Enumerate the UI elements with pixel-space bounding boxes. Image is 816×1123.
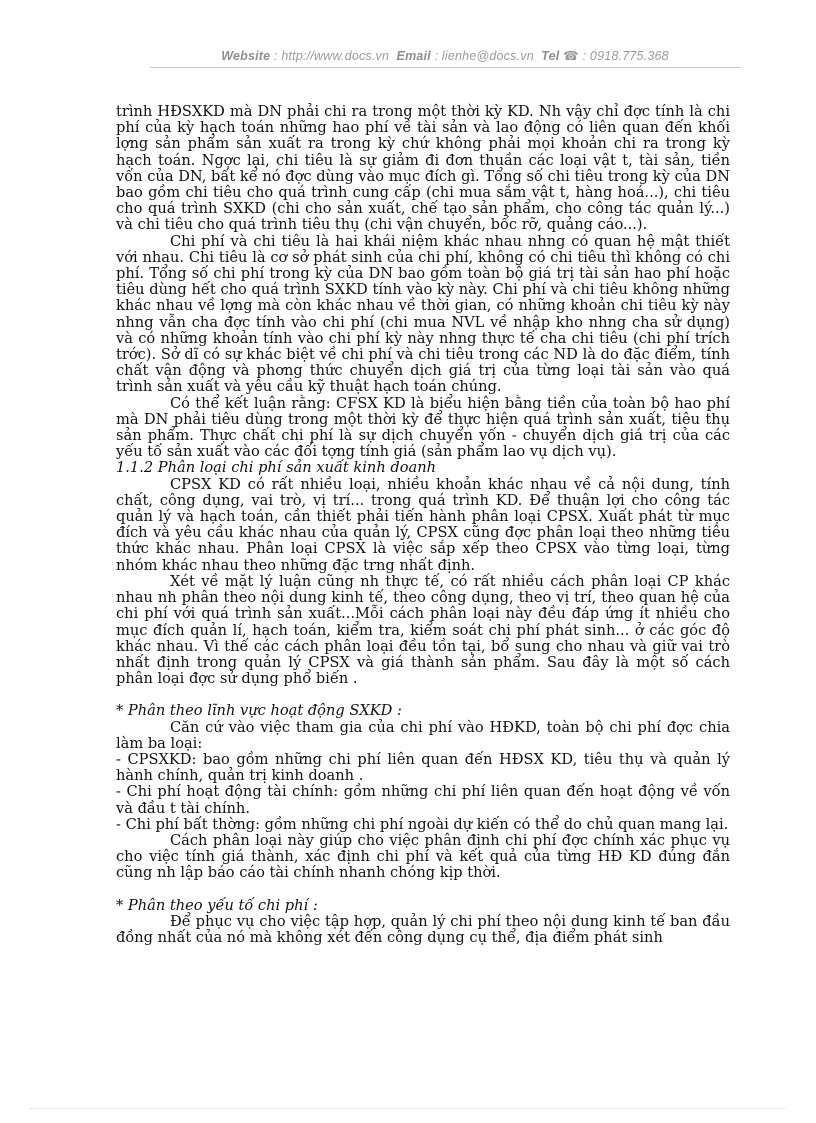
tel-label: Tel: [541, 49, 560, 63]
paragraph-phuc-vu: Để phục vụ cho việc tập hợp, quản lý chi phí theo nội dung kinh tế ban đầu đồng nhất của nó mà không xét đến công dụng cụ thể, địa điểm phát sinh: [116, 912, 730, 946]
header-divider: [150, 67, 740, 68]
email-label: Email: [396, 49, 431, 63]
page-header: [150, 48, 740, 63]
list-item-cpsxkd: - CPSXKD: bao gồm những chi phí liên quan đến HĐSX KD, tiêu thụ và quản lý hành chính, quản trị kinh doanh .: [116, 750, 730, 785]
paragraph-ly-luan-thuc-te: Xét về mặt lý luận cũng nh thực tế, có rất nhiều cách phân loại CP khác nhau nh phân theo nội dung kinh tế, theo công dụng, theo vị trí, theo quan hệ của chi phí với quá trình sản xuất...Mỗi cách phân loại này đều đáp ứng ít nhiều cho mục đích quản lí, hạch toán, kiểm tra, kiểm soát chi phí phát sinh... ở các góc độ khác nhau. Vì thế các cách phân loại đều tồn tại, bổ sung cho nhau và giữ vai trò nhất định trong quản lý CPSX và giá thành sản phẩm. Sau đây là một số cách phân loại đợc sử dụng phổ biến .: [116, 572, 730, 688]
list-item-tai-chinh: - Chi phí hoạt động tài chính: gồm những chi phí liên quan đến hoạt động về vốn và đầu t tài chính.: [116, 783, 730, 817]
paragraph-can-cu: Căn cứ vào việc tham gia của chi phí vào HĐKD, toàn bộ chi phí đợc chia làm ba loại:: [116, 718, 730, 752]
tel-value: : 0918.775.368: [582, 49, 669, 63]
footer-divider: [30, 1108, 786, 1109]
website-value: : http://www.docs.vn: [274, 49, 390, 63]
paragraph-continuation: trình HĐSXKD mà DN phải chi ra trong một thời kỳ KD. Nh vậy chỉ đợc tính là chi phí của kỳ hạch toán những hao phí về tài sản và lao động có liên quan đến khối lợng sản phẩm sản xuất ra trong kỳ chứ không phải mọi khoản chi ra trong kỳ hạch toán. Ngợc lại, chi tiêu là sự giảm đi đơn thuần các loại vật t, tài sản, tiền vốn của DN, bất kể nó đợc dùng vào mục đích gì. Tổng số chi tiêu trong kỳ của DN bao gồm chi tiêu cho quá trình cung cấp (chi mua sắm vật t, hàng hoá...), chi tiêu cho quá trình SXKD (chi cho sản xuất, chế tạo sản phẩm, cho công tác quản lý...) và chi tiêu cho quá trình tiêu thụ (chi vận chuyển, bốc rỡ, quảng cáo...).: [116, 103, 730, 234]
paragraph-chi-phi-chi-tieu: Chi phí và chi tiêu là hai khái niệm khác nhau nhng có quan hệ mật thiết với nhau. Chi tiêu là cơ sở phát sinh của chi phí, không có chi tiêu thì không có chi phí. Tổng số chi phí trong kỳ của DN bao gồm toàn bộ giá trị tài sản hao phí hoặc tiêu dùng hết cho quá trình SXKD tính vào kỳ này. Chi phí và chi tiêu không những khác nhau về lợng mà còn khác nhau về thời gian, có những khoản chi tiêu kỳ này nhng vẫn cha đợc tính vào chi phí (chi mua NVL về nhập kho nhng cha sử dụng) và có những khoản tính vào chi phí kỳ này nhng thực tế cha chi tiêu (chi phí trích trớc). Sở dĩ có sự khác biệt về chi phí và chi tiêu trong các ND là do đặc điểm, tính chất vận động và phơng thức chuyển dịch giá trị của từng loại tài sản vào quá trình sản xuất và yêu cầu kỹ thuật hạch toán chúng.: [116, 232, 730, 396]
paragraph-cpsx-nhieu-loai: CPSX KD có rất nhiều loại, nhiều khoản khác nhau về cả nội dung, tính chất, công dụng, vai trò, vị trí... trong quá trình KD. Để thuận lợi cho công tác quản lý và hạch toán, cần thiết phải tiến hành phân loại CPSX. Xuất phát từ mục đích và yêu cầu khác nhau của quản lý, CPSX cũng đợc phân loại theo những tiêu thức khác nhau. Phân loại CPSX là việc sắp xếp theo CPSX vào từng loại, từng nhóm khác nhau theo những đặc trng nhất định.: [116, 475, 730, 574]
list-item-bat-thuong: - Chi phí bất thờng: gồm những chi phí ngoài dự kiến có thể do chủ quan mang lại.: [116, 815, 729, 833]
subheading-yeu-to-chi-phi: * Phân theo yếu tố chi phí :: [116, 896, 318, 914]
document-body: [116, 104, 730, 946]
website-label: Website: [221, 49, 271, 63]
phone-icon: ☎: [563, 49, 579, 63]
paragraph-cach-phan-loai: Cách phân loại này giúp cho việc phân định chi phí đợc chính xác phục vụ cho việc tính giá thành, xác định chi phí và kết quả của từng HĐ KD đúng đắn cũng nh lập báo cáo tài chính nhanh chóng kịp thời.: [116, 831, 730, 882]
paragraph-ket-luan: Có thể kết luận rằng: CFSX KD là biểu hiện bằng tiền của toàn bộ hao phí mà DN phải tiêu dùng trong một thời kỳ để thực hiện quá trình sản xuất, tiêu thụ sản phẩm. Thực chất chi phí là sự dịch chuyển vốn - chuyển dịch giá trị của các yếu tố sản xuất vào các đối tợng tính giá (sản phẩm lao vụ dịch vụ).: [116, 394, 730, 461]
subheading-linh-vuc-hoat-dong: * Phân theo lĩnh vực hoạt động SXKD :: [116, 702, 402, 720]
section-heading-1-1-2: 1.1.2 Phân loại chi phí sản xuất kinh doanh: [116, 459, 436, 477]
email-value: : lienhe@docs.vn: [434, 49, 534, 63]
